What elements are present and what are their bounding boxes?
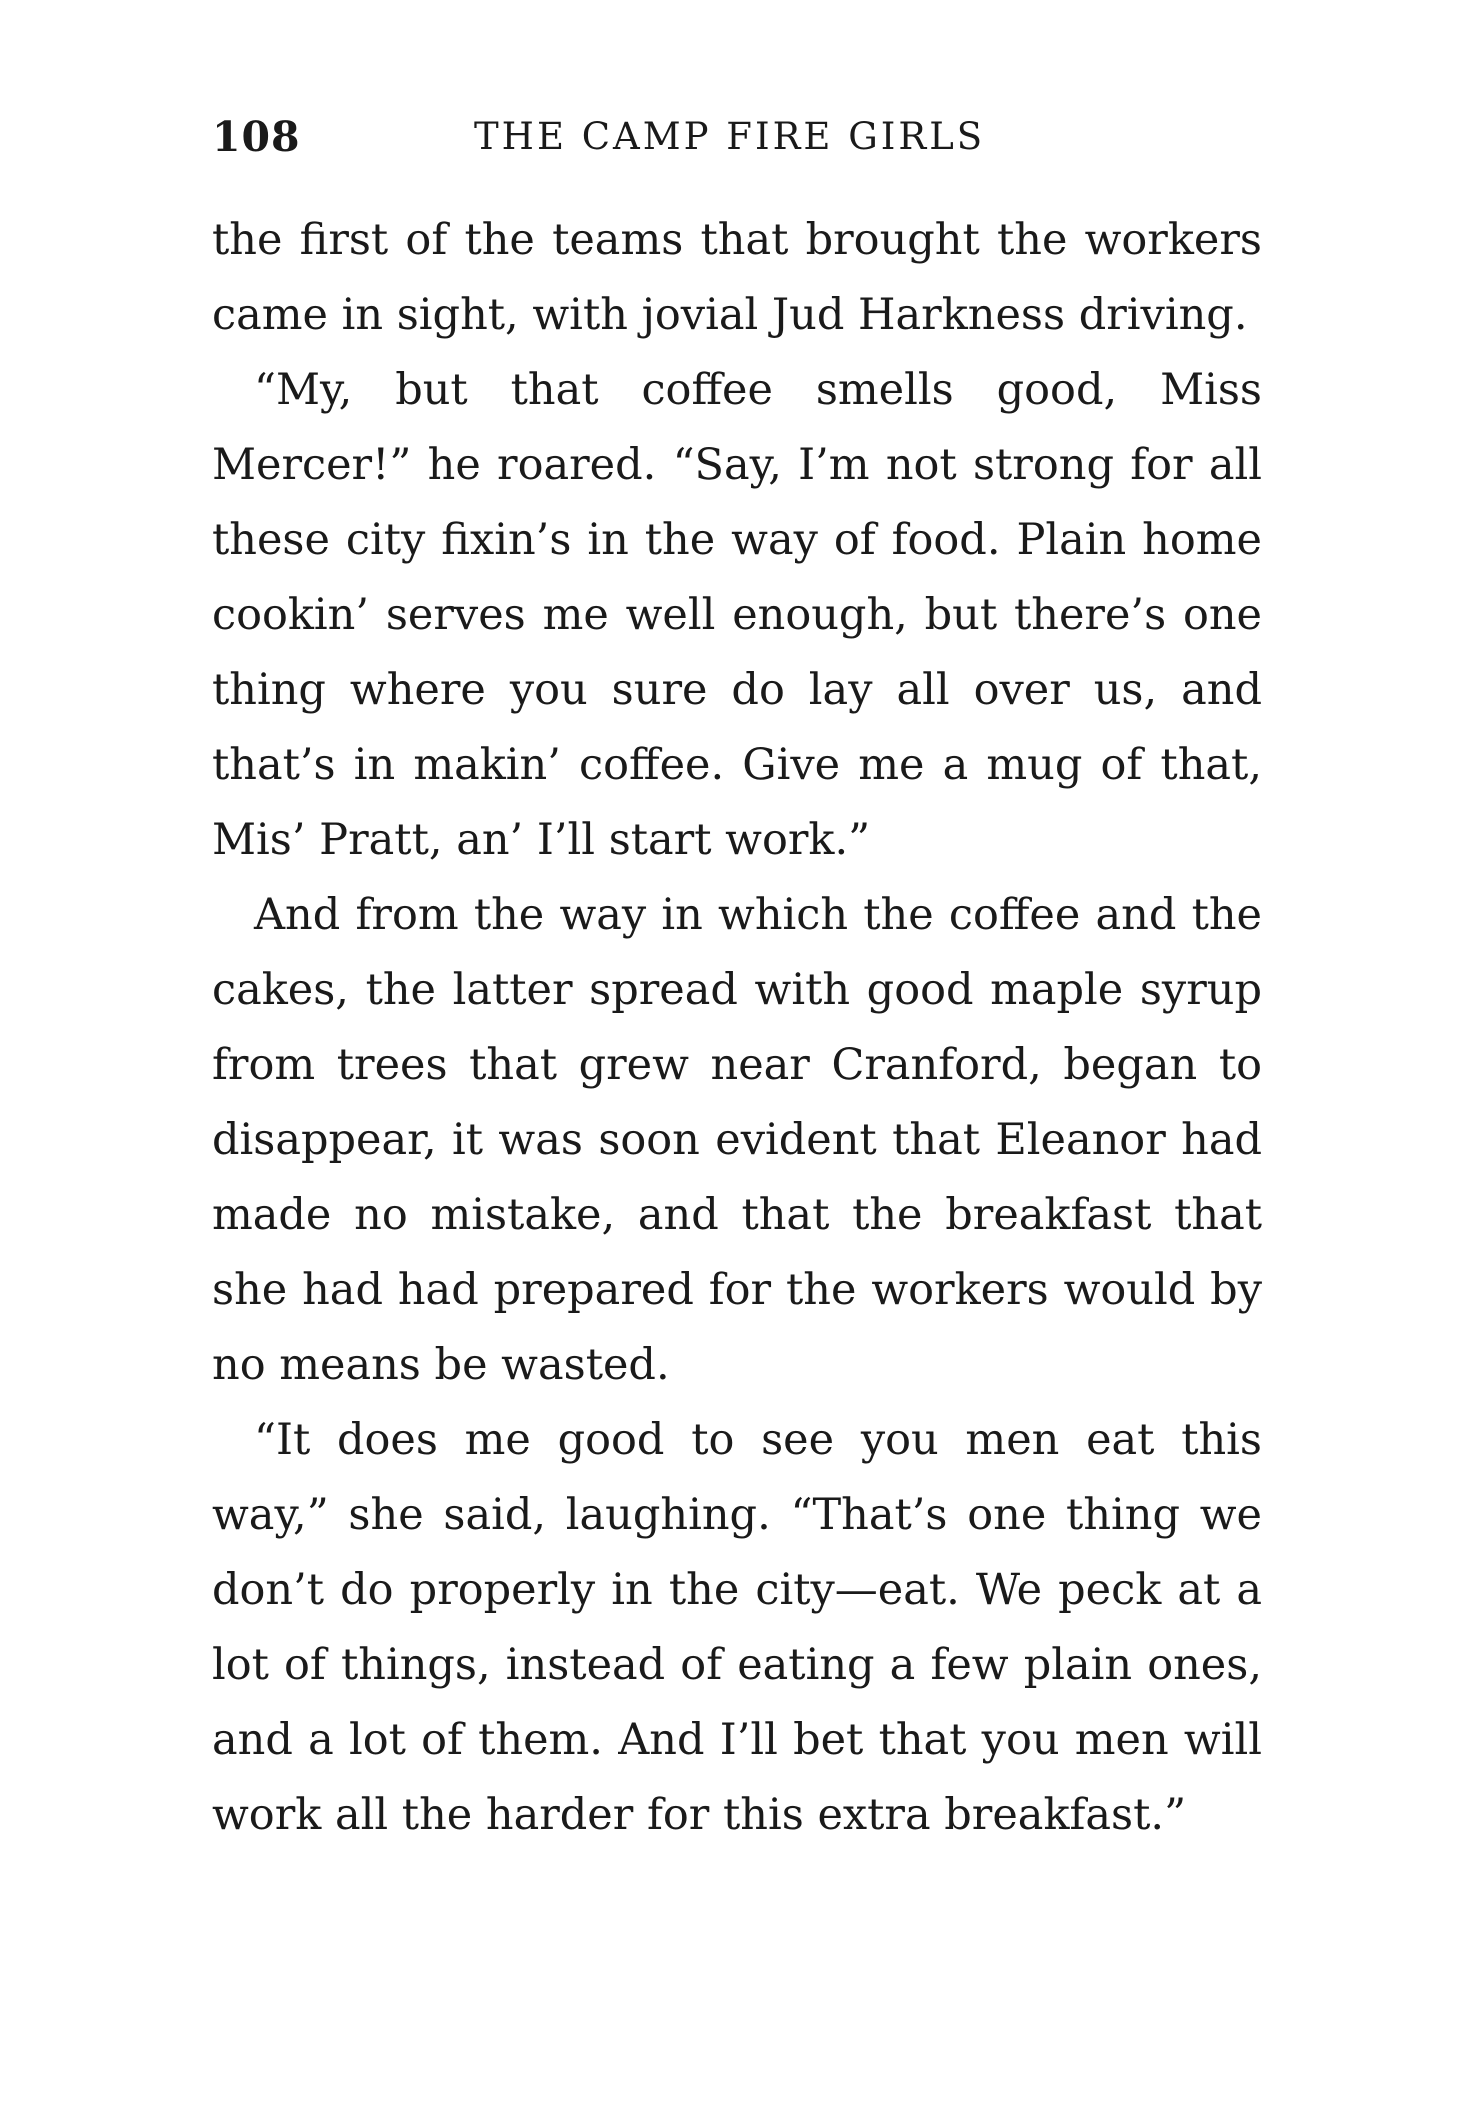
book-title: THE CAMP FIRE GIRLS	[474, 115, 986, 158]
paragraph-dialogue-eleanor: “It does me good to see you men eat this way,” she said, laughing. “That’s one thing we don’t do properly in the city—eat. We peck at a lot of things, instead of eating a few plain ones, and a lot of them. And I’ll bet that you men will work all the harder for this extra breakfast.”	[212, 1415, 1262, 1840]
paragraph-continuation: the first of the teams that brought the workers came in sight, with jovial Jud Harkness driving.	[212, 215, 1262, 340]
paragraph-dialogue-jud: “My, but that coffee smells good, Miss Mercer!” he roared. “Say, I’m not strong for all these city fixin’s in the way of food. Plain home cookin’ serves me well enough, but there’s one thing where you sure do lay all over us, and that’s in makin’ coffee. Give me a mug of that, Mis’ Pratt, an’ I’ll start work.”	[212, 365, 1262, 865]
page-number: 108	[212, 113, 301, 161]
body-text	[212, 203, 1262, 1853]
running-head	[212, 113, 1272, 169]
paragraph-narration: And from the way in which the coffee and the cakes, the latter spread with good maple syrup from trees that grew near Cranford, began to disappear, it was soon evident that Eleanor had made no mistake, and that the breakfast that she had had prepared for the workers would by no means be wasted.	[212, 890, 1262, 1390]
